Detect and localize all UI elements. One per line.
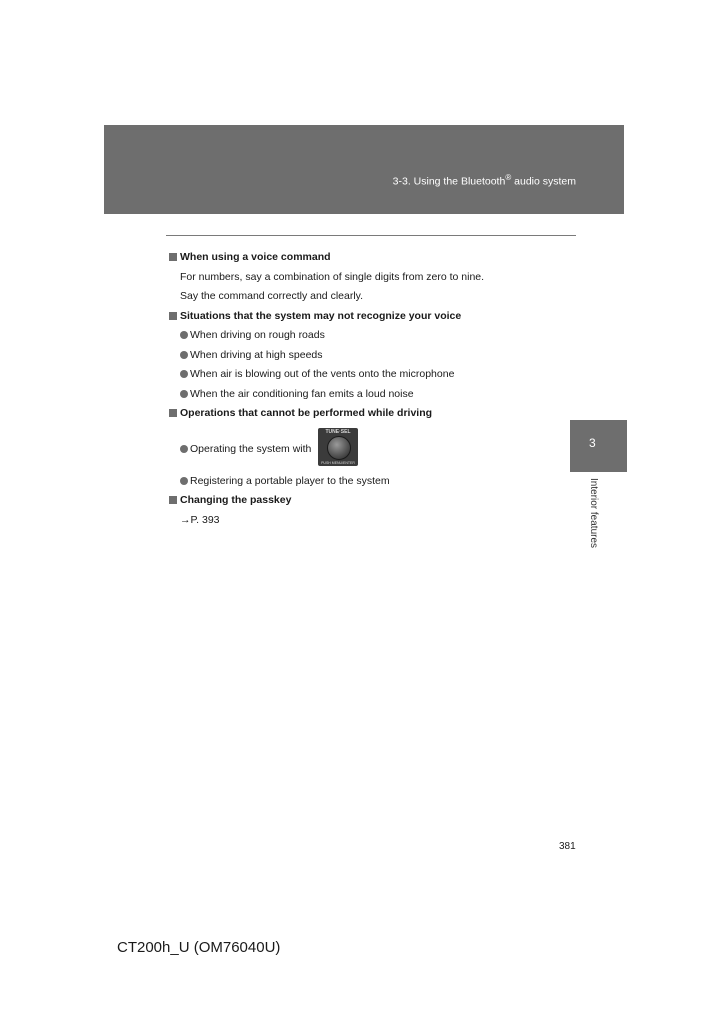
square-bullet-icon [169, 496, 177, 504]
header-rule [166, 235, 576, 236]
header-band [104, 125, 624, 214]
chapter-tab [570, 420, 627, 472]
heading-not-recognize: Situations that the system may not recognize your voice [169, 309, 569, 329]
circle-bullet-icon [180, 477, 188, 485]
footer-model-code: CT200h_U (OM76040U) [117, 939, 281, 956]
page-number: 381 [559, 841, 576, 852]
circle-bullet-icon [180, 370, 188, 378]
list-item: Registering a portable player to the system [169, 474, 569, 494]
paragraph-numbers: For numbers, say a combination of single digits from zero to nine. [180, 270, 485, 283]
list-item-knob: Operating the system with TUNE·SEL PUSH MENU/ENTER [169, 426, 569, 474]
chapter-label: Interior features [588, 478, 599, 549]
knob-bottom-label: PUSH MENU/ENTER [321, 460, 355, 465]
list-item: When driving at high speeds [169, 348, 569, 368]
page-reference-link[interactable]: →P. 393 [180, 513, 220, 526]
list-item: When driving on rough roads [169, 328, 569, 348]
registered-mark: ® [505, 173, 512, 182]
chapter-number: 3 [589, 436, 596, 450]
paragraph-command: Say the command correctly and clearly. [180, 290, 364, 302]
page-content [169, 250, 569, 532]
knob-top-label: TUNE·SEL [325, 428, 351, 435]
square-bullet-icon [169, 409, 177, 417]
heading-voice-command: When using a voice command [169, 250, 569, 270]
tune-sel-knob-icon [318, 428, 358, 466]
circle-bullet-icon [180, 331, 188, 339]
list-item: When air is blowing out of the vents onto the microphone [169, 367, 569, 387]
square-bullet-icon [169, 312, 177, 320]
circle-bullet-icon [180, 445, 188, 453]
heading-passkey: Changing the passkey [169, 493, 569, 513]
circle-bullet-icon [180, 390, 188, 398]
list-item: When the air conditioning fan emits a loud noise [169, 387, 569, 407]
heading-while-driving: Operations that cannot be performed while driving [169, 406, 569, 426]
square-bullet-icon [169, 253, 177, 261]
section-title: 3-3. Using the Bluetooth® audio system [392, 173, 576, 188]
knob-dial [327, 436, 351, 460]
circle-bullet-icon [180, 351, 188, 359]
